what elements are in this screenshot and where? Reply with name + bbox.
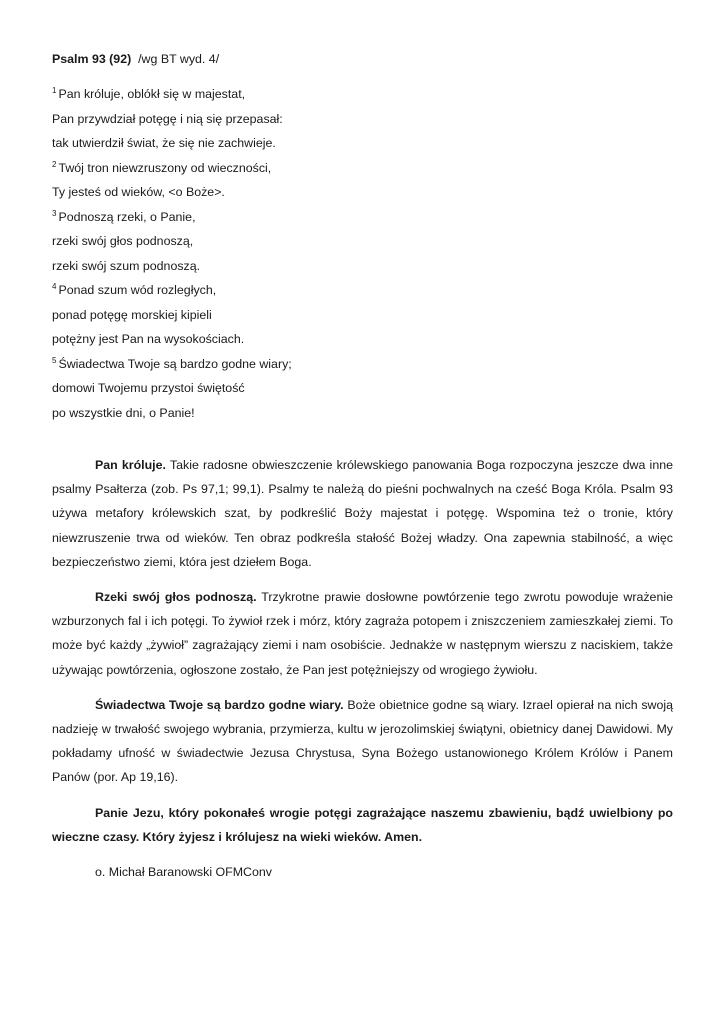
verse-text: domowi Twojemu przystoi świętość bbox=[52, 381, 245, 395]
translation-source: /wg BT wyd. 4/ bbox=[138, 52, 220, 66]
verse-line bbox=[52, 303, 673, 328]
commentary-lead: Pan króluje. bbox=[95, 458, 166, 472]
verse-line bbox=[52, 205, 673, 230]
commentary-paragraph bbox=[52, 585, 673, 682]
verse-line bbox=[52, 254, 673, 279]
verse-line bbox=[52, 156, 673, 181]
verse-text: Ponad szum wód rozległych, bbox=[58, 283, 217, 297]
verse-line bbox=[52, 352, 673, 377]
commentary-paragraph bbox=[52, 693, 673, 790]
psalm-title: Psalm 93 (92) bbox=[52, 52, 132, 66]
verse-text: Pan przywdział potęgę i nią się przepasał: bbox=[52, 111, 283, 126]
verse-line bbox=[52, 131, 673, 156]
verse-number: 2 bbox=[52, 159, 57, 169]
verse-number: 4 bbox=[52, 282, 57, 291]
verse-text: Świadectwa Twoje są bardzo godne wiary; bbox=[58, 356, 292, 371]
verse-text: tak utwierdził świat, że się nie zachwieje. bbox=[52, 136, 276, 150]
verse-text: Pan króluje, oblókł się w majestat, bbox=[58, 87, 246, 101]
commentary-lead: Rzeki swój głos podnoszą. bbox=[95, 590, 257, 605]
verse-line bbox=[52, 229, 673, 254]
verse-line bbox=[52, 278, 673, 303]
verse-text: po wszystkie dni, o Panie! bbox=[52, 405, 195, 420]
verse-number: 3 bbox=[52, 208, 57, 218]
verse-number: 1 bbox=[52, 86, 57, 95]
verse-line bbox=[52, 180, 673, 205]
verse-line bbox=[52, 327, 673, 352]
commentary-text: Trzykrotne prawie dosłowne powtórzenie tego zwrotu powoduje wrażenie wzburzonych fal i ich potęgi. To żywioł rzek i mórz, który zagraża potopem i zniszczeniem zamieszkałej ziemi. To może być każdy „żywioł” zagrażający ziemi i nam osobiście. Jednakże w następnym wierszu z naciskiem, także używając powtórzenia, ogłoszone zostało, że Pan jest potężniejszy od wrogiego żywiołu. bbox=[52, 590, 673, 677]
commentary-paragraph bbox=[52, 453, 673, 574]
verse-text: Podnoszą rzeki, o Panie, bbox=[58, 209, 196, 224]
commentary-text: Boże obietnice godne są wiary. Izrael opierał na nich swoją nadzieję w trwałość swojego wybrania, przymierza, kultu w jerozolimskiej świątyni, obietnicy danej Dawidowi. My pokładamy ufność w świadectwie Jezusa Chrystusa, Syna Bożego ustanowionego Królem Królów i Panem Panów (por. Ap 19,16). bbox=[52, 697, 673, 785]
psalm-verses bbox=[52, 82, 673, 425]
verse-text: ponad potęgę morskiej kipieli bbox=[52, 307, 212, 322]
commentary-text: Takie radosne obwieszczenie królewskiego panowania Boga rozpoczyna jeszcze dwa inne psalmy Psałterza (zob. Ps 97,1; 99,1). Psalmy te należą do pieśni pochwalnych na cześć Boga Króla. Psalm 93 używa metafory królewskich szat, by podkreślić Boży majestat i potęgę. Wspomina też o tronie, który niewzruszenie trwa od wieków. Ten obraz podkreśla stałość Bożej władzy. Ona zapewnia stabilność, a więc bezpieczeństwo ziemi, która jest dziełem Boga. bbox=[52, 458, 673, 569]
verse-text: potężny jest Pan na wysokościach. bbox=[52, 332, 245, 346]
verse-text: rzeki swój szum podnoszą. bbox=[52, 258, 201, 273]
verse-text: Twój tron niewzruszony od wieczności, bbox=[58, 160, 272, 175]
verse-text: Ty jesteś od wieków, <o Boże>. bbox=[52, 185, 225, 199]
verse-line bbox=[52, 82, 673, 107]
verse-line bbox=[52, 401, 673, 426]
verse-text: rzeki swój głos podnoszą, bbox=[52, 234, 194, 248]
verse-line bbox=[52, 107, 673, 132]
verse-line bbox=[52, 376, 673, 401]
document-page bbox=[52, 50, 673, 884]
author-signature: o. Michał Baranowski OFMConv bbox=[95, 865, 272, 880]
document-title bbox=[52, 50, 673, 68]
commentary-lead: Świadectwa Twoje są bardzo godne wiary. bbox=[95, 697, 344, 712]
verse-number: 5 bbox=[52, 355, 57, 365]
closing-prayer: Panie Jezu, który pokonałeś wrogie potęgi zagrażające naszemu zbawieniu, bądź uwielbiony po wieczne czasy. Który żyjesz i królujesz na wieki wieków. Amen. bbox=[52, 805, 673, 844]
